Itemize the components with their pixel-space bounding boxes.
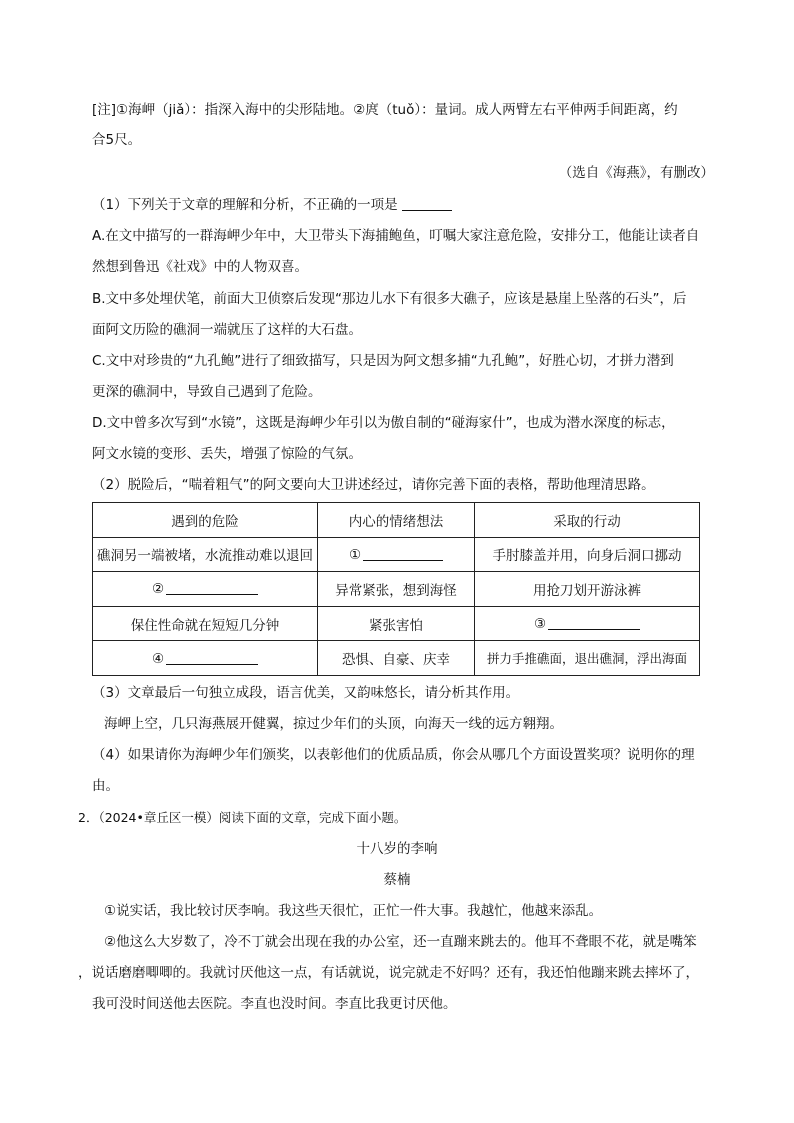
q1-answer-blank[interactable] <box>402 196 452 211</box>
q1-option-b-line1: B.文中多处埋伏笔，前面大卫侦察后发现“那边儿水下有很多大礁子，应该是悬崖上坠落的石头”，后 <box>92 291 687 307</box>
table-cell: 保住性命就在短短几分钟 <box>93 606 318 641</box>
q1-stem <box>92 195 452 215</box>
q2-stem: （2）脱险后，“喘着粗气”的阿文要向大卫讲述经过，请你完善下面的表格，帮助他理清思路。 <box>92 477 655 493</box>
table-header-row <box>93 503 700 538</box>
q4-line-2: 由。 <box>92 778 119 794</box>
answer-line[interactable] <box>166 580 258 595</box>
q1-option-c-line1: C.文中对珍贵的“九孔鲍”进行了细致描写，只是因为阿文想多捕“九孔鲍”，好胜心切，才拼力潜到 <box>92 353 674 369</box>
table-cell: 用抢刀划开游泳裤 <box>475 572 700 607</box>
paragraph-2-line-3: 我可没时间送他去医院。李直也没时间。李直比我更讨厌他。 <box>92 996 457 1012</box>
table-cell: 恐惧、自豪、庆幸 <box>318 641 475 676</box>
table-cell: 紧张害怕 <box>318 606 475 641</box>
q1-option-d-line2: 阿文水镜的变形、丢失，增强了惊险的气氛。 <box>92 446 362 462</box>
table-header-cell: 采取的行动 <box>475 503 700 538</box>
q1-stem-text: （1）下列关于文章的理解和分析，不正确的一项是 <box>92 197 398 213</box>
answer-line[interactable] <box>548 615 640 630</box>
table-row <box>93 641 700 676</box>
table-cell-blank-2[interactable] <box>93 572 318 607</box>
paragraph-1: ①说实话，我比较讨厌李响。我这些天很忙，正忙一件大事。我越忙，他越来添乱。 <box>104 903 603 919</box>
q3-stem: （3）文章最后一句独立成段，语言优美，又韵味悠长，请分析其作用。 <box>92 685 520 701</box>
paragraph-2-line-1: ②他这么大岁数了，冷不丁就会出现在我的办公室，还一直蹦来跳去的。他耳不聋眼不花，就是嘴笨 <box>104 934 697 950</box>
paragraph-2-line-2: ，说话磨磨唧唧的。我就讨厌他这一点，有话就说，说完就走不好吗？还有，我还怕他蹦来跳去摔坏了， <box>78 965 699 981</box>
table-row <box>93 572 700 607</box>
blank-marker: ① <box>348 546 362 563</box>
table-cell: 异常紧张，想到海怪 <box>318 572 475 607</box>
q3-quote: 海岬上空，几只海燕展开健翼，掠过少年们的头顶，向海天一线的远方翱翔。 <box>104 716 563 732</box>
answer-line[interactable] <box>166 650 258 665</box>
table-cell: 拼力手推礁面，退出礁洞，浮出海面 <box>475 641 700 676</box>
article-title: 十八岁的李响 <box>356 841 438 857</box>
answer-line[interactable] <box>363 546 443 561</box>
note-line-2: 合5尺。 <box>92 132 142 148</box>
q4-line-1: （4）如果请你为海岬少年们颁奖，以表彰他们的优质品质，你会从哪几个方面设置奖项？说明你的理 <box>92 747 695 763</box>
table-row <box>93 606 700 641</box>
blank-marker: ③ <box>533 616 547 633</box>
table-header-cell: 内心的情绪想法 <box>318 503 475 538</box>
note-line-1: [注]①海岬（jiǎ）：指深入海中的尖形陆地。②庹（tuǒ）：量词。成人两臂左右平伸两手间距离，约 <box>92 102 678 118</box>
q1-option-a-line1: A.在文中描写的一群海岬少年中，大卫带头下海捕鲍鱼，叮嘱大家注意危险，安排分工，他能让读者自 <box>92 228 700 244</box>
item-2-header: 2．（2024•章丘区一模）阅读下面的文章，完成下面小题。 <box>78 810 407 825</box>
blank-marker: ④ <box>151 650 165 667</box>
q2-table <box>92 502 700 676</box>
source-citation: （选自《海燕》，有删改） <box>558 165 714 181</box>
table-header-cell: 遇到的危险 <box>93 503 318 538</box>
q1-option-a-line2: 然想到鲁迅《社戏》中的人物双喜。 <box>92 259 308 275</box>
table-cell-blank-4[interactable] <box>93 641 318 676</box>
blank-marker: ② <box>151 581 165 598</box>
q1-option-c-line2: 更深的礁洞中，导致自己遇到了危险。 <box>92 384 322 400</box>
q1-option-d-line1: D.文中曾多次写到“水镜”，这既是海岬少年引以为傲自制的“碰海家什”，也成为潜水深度的标志， <box>92 415 675 431</box>
table-cell: 手肘膝盖并用，向身后洞口挪动 <box>475 537 700 572</box>
q1-option-b-line2: 面阿文历险的礁洞一端就压了这样的大石盘。 <box>92 322 362 338</box>
table-cell-blank-1[interactable] <box>318 537 475 572</box>
table-cell: 礁洞另一端被堵，水流推动难以退回 <box>93 537 318 572</box>
table-row <box>93 537 700 572</box>
table-cell-blank-3[interactable] <box>475 606 700 641</box>
article-author: 蔡楠 <box>383 872 411 888</box>
